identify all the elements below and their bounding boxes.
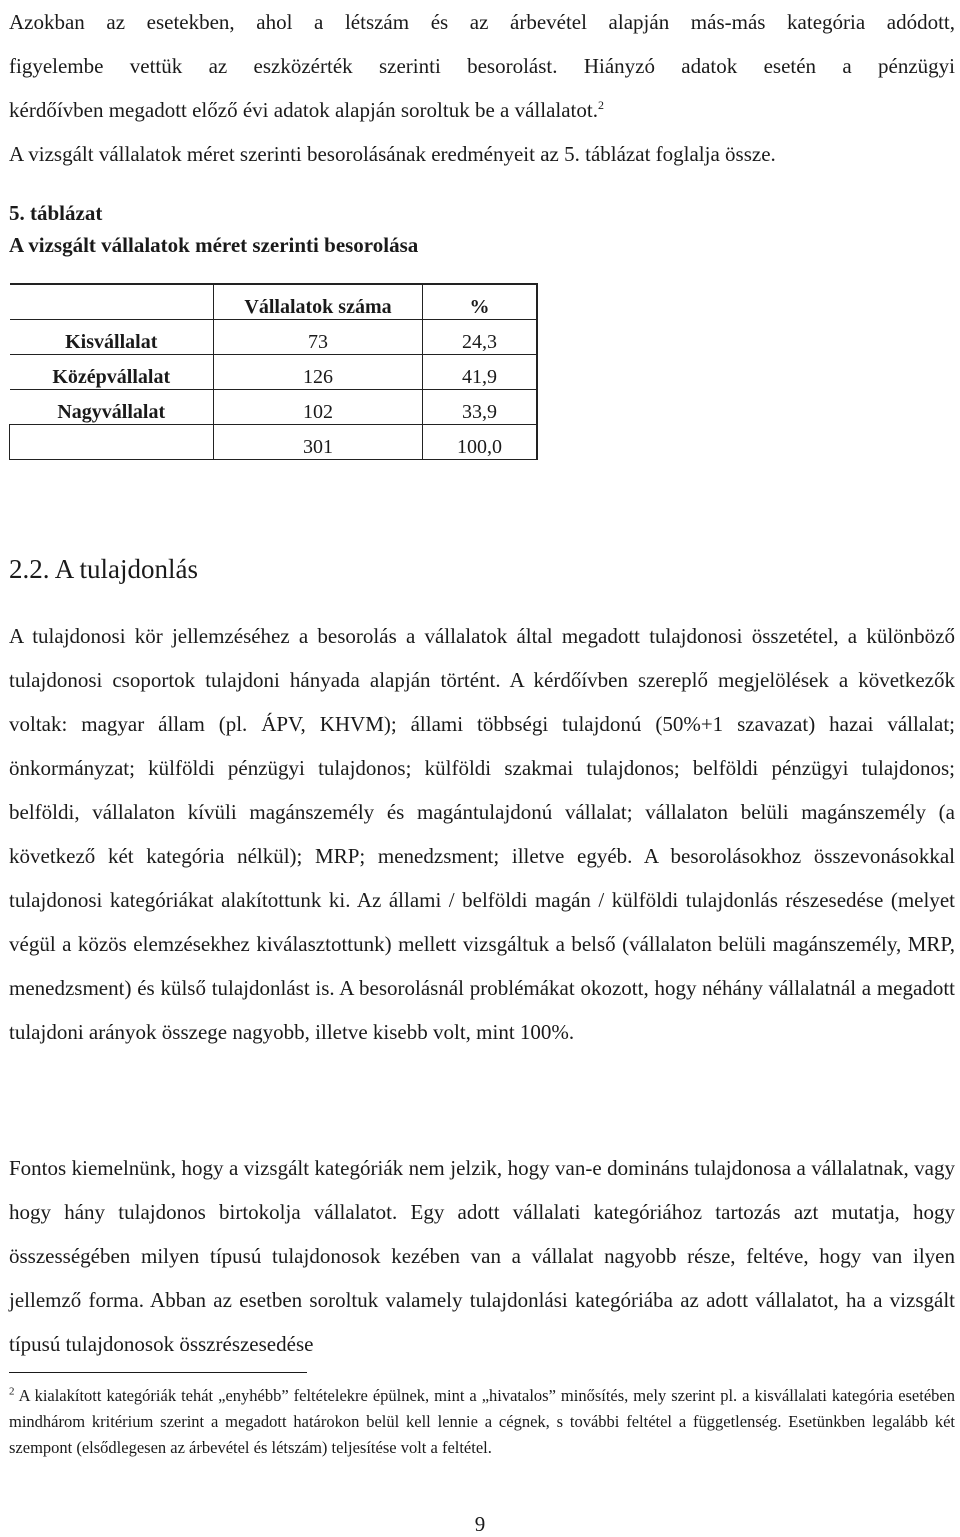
intro-line: figyelembe vettük az eszközérték szerinti besorolást. Hiányzó adatok esetén a pénzügyi xyxy=(9,54,955,78)
intro-summary: A vizsgált vállalatok méret szerinti besorolásának eredményeit az 5. táblázat foglalja össze. xyxy=(9,142,776,166)
row-label: Kisvállalat xyxy=(10,320,214,355)
row-label: Középvállalat xyxy=(10,355,214,390)
intro-paragraph xyxy=(9,0,955,176)
ownership-paragraph-2: Fontos kiemelnünk, hogy a vizsgált kategóriák nem jelzik, hogy van-e domináns tulajdonosa a vállalatnak, vagy hogy hány tulajdonos birtokolja vállalatot. Egy adott vállalati kategóriához tartozás azt mutatja, hogy összességében milyen típusú tulajdonosok kezében van a vállalat nagyobb része, feltéve, hogy van ilyen jellemző forma. Abban az esetben soroltuk valamely tulajdonlási kategóriába az adott vállalatot, ha a vizsgált típusú tulajdonosok összrészesedése xyxy=(9,1156,955,1356)
footnote-separator xyxy=(9,1372,307,1373)
table-total-row xyxy=(10,425,538,460)
page-number: 9 xyxy=(474,1512,486,1536)
total-count: 301 xyxy=(214,425,423,460)
row-label: Nagyvállalat xyxy=(10,390,214,425)
row-percent: 33,9 xyxy=(423,390,538,425)
section-heading: 2.2. A tulajdonlás xyxy=(9,554,198,584)
row-percent: 41,9 xyxy=(423,355,538,390)
header-cell-count: Vállalatok száma xyxy=(214,284,423,320)
footnote-reference[interactable]: 2 xyxy=(597,98,604,112)
table-row xyxy=(10,390,538,425)
header-cell-empty xyxy=(10,284,214,320)
table-header-row xyxy=(10,284,538,320)
header-cell-percent: % xyxy=(423,284,538,320)
row-percent: 24,3 xyxy=(423,320,538,355)
row-count: 126 xyxy=(214,355,423,390)
table-caption xyxy=(9,197,418,261)
total-label xyxy=(10,425,214,460)
row-count: 102 xyxy=(214,390,423,425)
intro-line: Azokban az esetekben, ahol a létszám és az árbevétel alapján más-más kategória adódott, xyxy=(9,10,955,34)
footnote-text: A kialakított kategóriák tehát „enyhébb” feltételekre épülnek, mint a „hivatalos” minősítés, mely szerint pl. a kisvállalati kategória esetében mindhárom kritérium szerint a megadott határokon belül kell lennie a cégnek, s további feltétel a függetlenség. Esetünkben legalább két szempont (elsődlegesen az árbevétel és létszám) teljesítése volt a feltétel. xyxy=(9,1386,955,1457)
table-row xyxy=(10,320,538,355)
table-number: 5. táblázat xyxy=(9,201,103,225)
footnote-number: 2 xyxy=(9,1385,15,1398)
row-count: 73 xyxy=(214,320,423,355)
ownership-paragraph: A tulajdonosi kör jellemzéséhez a besorolás a vállalatok által megadott tulajdonosi összetétel, a különböző tulajdonosi csoportok tulajdoni hányada alapján történt. A kérdőívben szereplő megjelölések a következők voltak: magyar állam (pl. ÁPV, KHVM); állami többségi tulajdonú (50%+1 szavazat) hazai vállalat; önkormányzat; külföldi pénzügyi tulajdonos; külföldi szakmai tulajdonos; belföldi pénzügyi tulajdonos; belföldi, vállalaton kívüli magánszemély és magántulajdonú vállalat; vállalaton belüli magánszemély (a következő két kategória nélkül); MRP; menedzsment; illetve egyéb. A besorolásokhoz összevonásokkal tulajdonosi kategóriákat alakítottunk ki. Az állami / belföldi magán / külföldi tulajdonlás részesedése (melyet végül a közös elemzésekhez kiválasztottunk) mellett vizsgáltuk a belső (vállalaton belüli magánszemély, MRP, menedzsment) és külső tulajdonlást is. A besorolásnál problémákat okozott, hogy néhány vállalatnál a megadott tulajdoni arányok összege nagyobb, illetve kisebb volt, mint 100%. xyxy=(9,624,955,1044)
table-title: A vizsgált vállalatok méret szerinti besorolása xyxy=(9,233,419,257)
size-classification-table xyxy=(9,283,538,460)
total-percent: 100,0 xyxy=(423,425,538,460)
intro-line: kérdőívben megadott előző évi adatok alapján soroltuk be a vállalatot.$^2$ xyxy=(9,98,604,122)
table-row xyxy=(10,355,538,390)
footnote xyxy=(9,1383,955,1461)
